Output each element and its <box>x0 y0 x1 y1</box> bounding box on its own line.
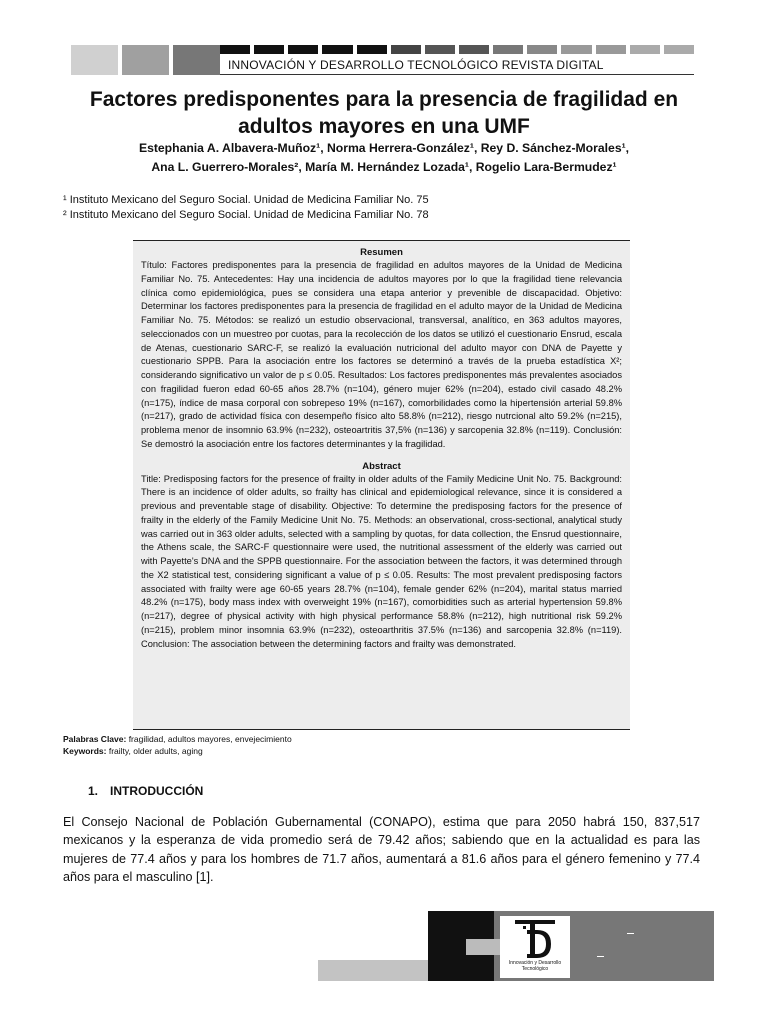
affiliation-1: ¹ Instituto Mexicano del Seguro Social. Unidad de Medicina Familiar No. 75 <box>63 194 429 206</box>
footer-dash <box>597 956 604 957</box>
header-strip-segment <box>493 45 523 54</box>
affiliations <box>63 193 429 223</box>
author-list <box>60 139 708 177</box>
section-number: 1. <box>88 784 99 798</box>
header-rule <box>220 74 694 75</box>
section-heading <box>88 784 203 798</box>
header-block <box>122 45 169 75</box>
header-strip-segment <box>254 45 284 54</box>
header-strip-segment <box>357 45 387 54</box>
header-strip-segment <box>561 45 591 54</box>
abstract-box <box>133 240 630 730</box>
header-color-blocks <box>71 45 220 75</box>
abstract-heading: Abstract <box>362 460 401 472</box>
keywords <box>63 746 292 758</box>
keywords-value: frailty, older adults, aging <box>106 745 203 756</box>
logo-caption <box>509 961 561 972</box>
journal-name: INNOVACIÓN Y DESARROLLO TECNOLÓGICO REVISTA DIGITAL <box>228 58 604 72</box>
resumen-text: Título: Factores predisponentes para la presencia de fragilidad en adultos mayores de la Unidad de Medicina Familiar No. 75. Antecedentes: Hay una incidencia de adultos mayores por lo que la fragilidad tiene relevancia clínica como epidemiológica, pues se considera una etapa anterior y prevenible de discapacidad. Objetivo: Determinar los factores predisponentes para la presencia de fragilidad en el adulto mayor de la Unidad de Medicina Familiar No. 75. Métodos: se realizó un estudio observacional, transversal, analítico, en 363 adultos mayores, seleccionados con un muestreo por cuotas, para la recolección de los datos se utilizó el cuestionario Ensrud, escala de Atenas, cuestionario SARC-F, se realizó la evaluación nutricional del adulto mayor con DNA de Payette y cuestionario SPPB. Para la asociación entre los factores se determinó a través de la prueba estadística X²; considerando significativo un valor de p ≤ 0.05. Resultados: Los factores predisponentes más prevalentes asociados con fragilidad fueron edad 60-65 años 28.7% (n=104), género mujer 62% (n=204), estado civil casado 48.2% (n=175), índice de masa corporal con sobrepeso 19% (n=167), comorbilidades como la hipertensión arterial 59.8% (n=217), grado de actividad física con desempeño físico alto 58.8% (n=212), riesgo nutrcional alto 59.2% (n=215), problema menor de insomnio 63.9% (n=232), osteoartritis 37,5% (n=136) y sarcopenia 32.8% (n=119). Conclusión: Se demostró la asociación entre los factores determinantes y la fragilidad. <box>141 260 622 449</box>
section-title: INTRODUCCIÓN <box>110 784 204 798</box>
paper-title: Factores predisponentes para la presencia de fragilidad en adultos mayores en una UMF <box>89 88 679 138</box>
abstract-text: Title: Predisposing factors for the presence of frailty in older adults of the Family Medicine Unit No. 75. Background: There is an incidence of older adults, so frailty has clinical and epidemiological relevance, since it is considered a previous and preventable stage of disability. Objective: To determine the predisposing factors for the presence of frailty in the elderly of the Family Medicine Unit No. 75. Methods: an observational, cross-sectional, analytical study was carried out in 363 older adults, selected with a sampling by quotas, for data collection, the Ensrud questionnaire, the Athens scale, the SARC-F questionnaire were used, the nutritional assessment of the elderly was carried out with Payette's DNA and the SPPB questionnaire. For the association between the factors, it was determined through the X2 statistical test, considering significant a value of p ≤ 0.05. Results: The most prevalent predisposing factors associated with frailty were age 60-65 years 28.7% (n=104), female gender 62% (n=204), marital status married 48.2% (n=175), body mass index with overweight 19% (n=167), comorbidities such as arterial hypertension 59.8% (n=217), degree of physical activity with high physical performance 58.8% (n=212), high nutritional risk 59.2% (n=215), problem minor insomnia 63.9% (n=232), osteoarthritis 37.5% (n=136) and sarcopenia 32.8% (n=119). Conclusion: The association between the determining factors and frailty was demonstrated. <box>141 473 622 649</box>
palabras-clave-value: fragilidad, adultos mayores, envejecimiento <box>126 734 292 744</box>
header-block <box>173 45 220 75</box>
footer-dash <box>627 933 634 934</box>
footer-mid-block <box>466 939 500 955</box>
footer-grey-bar <box>318 960 428 981</box>
keywords-block <box>63 734 292 757</box>
header-strip-segment <box>527 45 557 54</box>
resumen-heading: Resumen <box>360 247 403 258</box>
header-strip-segment <box>391 45 421 54</box>
header-strip-segment <box>664 45 694 54</box>
header-strip-segment <box>630 45 660 54</box>
affiliation-2: ² Instituto Mexicano del Seguro Social. Unidad de Medicina Familiar No. 78 <box>63 209 429 221</box>
logo-caption-line-1: Innovación y Desarrollo <box>508 960 562 966</box>
itd-logo-icon <box>513 918 557 960</box>
header-strip-segment <box>596 45 626 54</box>
header-color-strip <box>220 45 694 54</box>
header-strip-segment <box>322 45 352 54</box>
header-strip-segment <box>288 45 318 54</box>
logo-caption-line-2: Tecnológico <box>521 965 549 972</box>
journal-logo <box>500 916 570 978</box>
header-block <box>71 45 118 75</box>
keywords-label: Keywords: <box>63 745 107 756</box>
header-strip-segment <box>425 45 455 54</box>
authors-line-2: Ana L. Guerrero-Morales², María M. Hernández Lozada¹, Rogelio Lara-Bermudez¹ <box>151 160 617 174</box>
palabras-clave-label: Palabras Clave: <box>63 734 127 744</box>
palabras-clave <box>63 734 292 746</box>
header-strip-segment <box>459 45 489 54</box>
header-strip-segment <box>220 45 250 54</box>
intro-paragraph: El Consejo Nacional de Población Gubernamental (CONAPO), estima que para 2050 habrá 150, 837,517 mexicanos y la esperanza de vida promedio será de 79.42 años; sabiendo que en la actualidad es para las mujeres de 77.4 años y para los hombres de 71.7 años, aumentará a 81.6 años para el género femenino y 77.4 años para el masculino [1]. <box>63 815 700 884</box>
authors-line-1: Estephania A. Albavera-Muñoz¹, Norma Herrera-González¹, Rey D. Sánchez-Morales¹, <box>138 141 630 155</box>
